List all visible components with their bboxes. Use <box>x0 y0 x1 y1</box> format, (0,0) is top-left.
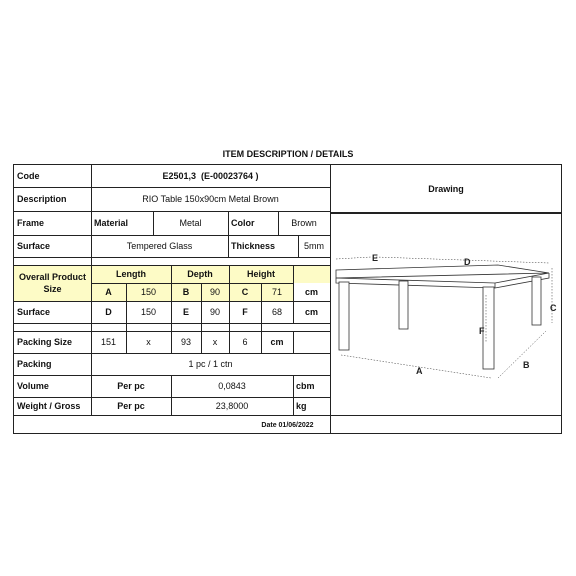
grid-line <box>14 265 330 266</box>
drawing-label-c: C <box>550 303 557 313</box>
material-label: Material <box>94 218 129 228</box>
packing-size-v1: 151 <box>100 337 117 347</box>
grid-line <box>293 331 294 353</box>
packing-size-label: Packing Size <box>17 337 73 347</box>
grid-line <box>14 257 330 258</box>
table-leg <box>339 282 349 350</box>
d-value: 150 <box>140 307 157 317</box>
packing-size-x1: x <box>146 337 151 347</box>
description-label: Description <box>17 194 67 204</box>
drawing-label-d: D <box>464 257 471 267</box>
details-table <box>14 165 331 433</box>
sheet-title: ITEM DESCRIPTION / DETAILS <box>222 149 354 159</box>
grid-line <box>14 187 330 188</box>
grid-line <box>330 213 561 214</box>
overall-size-label: Overall Product Size <box>14 265 91 301</box>
table-drawing <box>331 213 561 413</box>
thickness-label: Thickness <box>231 241 276 251</box>
drawing-label-e: E <box>372 253 379 263</box>
grid-line <box>126 283 127 353</box>
height-header: Height <box>229 265 293 283</box>
grid-line <box>171 265 172 353</box>
volume-value: 0,0843 <box>218 381 246 391</box>
tabletop-front-edge <box>336 278 495 283</box>
frame-row <box>14 211 330 235</box>
e-value: 90 <box>209 307 220 317</box>
surface-row <box>14 235 330 257</box>
volume-per: Per pc <box>117 381 145 391</box>
drawing-label-f: F <box>479 326 485 336</box>
depth-header: Depth <box>171 265 229 283</box>
dimension-line-e <box>336 257 371 259</box>
weight-label: Weight / Gross <box>17 401 81 411</box>
drawing-label-b: B <box>523 360 530 370</box>
drawing-header: Drawing <box>331 165 561 213</box>
dimension-line-d <box>376 257 549 263</box>
description-value: RIO Table 150x90cm Metal Brown <box>142 194 279 204</box>
f-value: 68 <box>271 307 282 317</box>
weight-per: Per pc <box>117 401 145 411</box>
code-row <box>14 165 330 187</box>
volume-unit: cbm <box>296 381 315 391</box>
d-label: D <box>105 307 112 317</box>
grid-line <box>153 211 154 235</box>
grid-line <box>14 397 330 398</box>
grid-line <box>293 265 294 323</box>
thickness-value: 5mm <box>304 241 324 251</box>
packing-size-x2: x <box>212 337 218 347</box>
grid-line <box>91 283 293 284</box>
weight-row <box>14 397 330 415</box>
packing-size-v3: 6 <box>242 337 248 347</box>
description-row <box>14 187 330 211</box>
packing-size-v2: 93 <box>180 337 191 347</box>
tabletop-outline <box>336 265 549 278</box>
grid-line <box>14 211 330 212</box>
grid-line <box>14 235 330 236</box>
c-label: C <box>229 283 261 301</box>
b-value: 90 <box>201 283 229 301</box>
packing-size-row <box>14 331 330 353</box>
color-value: Brown <box>291 218 317 228</box>
grid-line <box>261 283 262 353</box>
table-leg <box>483 287 494 369</box>
grid-line <box>14 323 330 324</box>
drawing-label-a: A <box>416 366 423 376</box>
surface-dims-label: Surface <box>17 307 51 317</box>
a-value: 150 <box>126 283 171 301</box>
volume-label: Volume <box>17 381 49 391</box>
grid-line <box>229 265 230 353</box>
material-value: Metal <box>179 218 202 228</box>
table-leg <box>399 281 408 329</box>
frame-label: Frame <box>17 218 45 228</box>
item-details-sheet <box>13 164 562 434</box>
c-value: 71 <box>261 283 293 301</box>
table-drawing-svg <box>331 213 561 413</box>
packing-value: 1 pc / 1 ctn <box>188 359 233 369</box>
grid-line <box>293 375 294 415</box>
grid-line <box>201 283 202 353</box>
code-value: E2501,3 (E-00023764 ) <box>162 171 259 181</box>
weight-unit: kg <box>296 401 307 411</box>
surface-label: Surface <box>17 241 51 251</box>
grid-line <box>14 353 330 354</box>
table-leg <box>532 277 541 325</box>
packing-label: Packing <box>17 359 52 369</box>
grid-line <box>14 331 330 332</box>
surface-dims-unit: cm <box>304 307 318 317</box>
grid-line <box>278 211 279 235</box>
code-label: Code <box>17 171 40 181</box>
packing-size-unit: cm <box>270 337 284 347</box>
length-header: Length <box>91 265 171 283</box>
overall-unit: cm <box>293 283 330 301</box>
color-label: Color <box>231 218 255 228</box>
volume-row <box>14 375 330 397</box>
grid-line <box>91 165 92 415</box>
surface-value: Tempered Glass <box>126 241 193 251</box>
grid-line <box>298 235 299 257</box>
dimension-line-b <box>498 331 546 378</box>
date-footer: Date 01/06/2022 <box>14 415 561 434</box>
grid-line <box>171 375 172 415</box>
weight-value: 23,8000 <box>215 401 249 411</box>
grid-line <box>14 301 330 302</box>
surface-dims-row <box>14 301 330 323</box>
f-label: F <box>242 307 248 317</box>
b-label: B <box>171 283 201 301</box>
e-label: E <box>182 307 189 317</box>
a-label: A <box>91 283 126 301</box>
grid-line <box>14 375 330 376</box>
grid-line <box>228 211 229 257</box>
packing-row <box>14 353 330 375</box>
